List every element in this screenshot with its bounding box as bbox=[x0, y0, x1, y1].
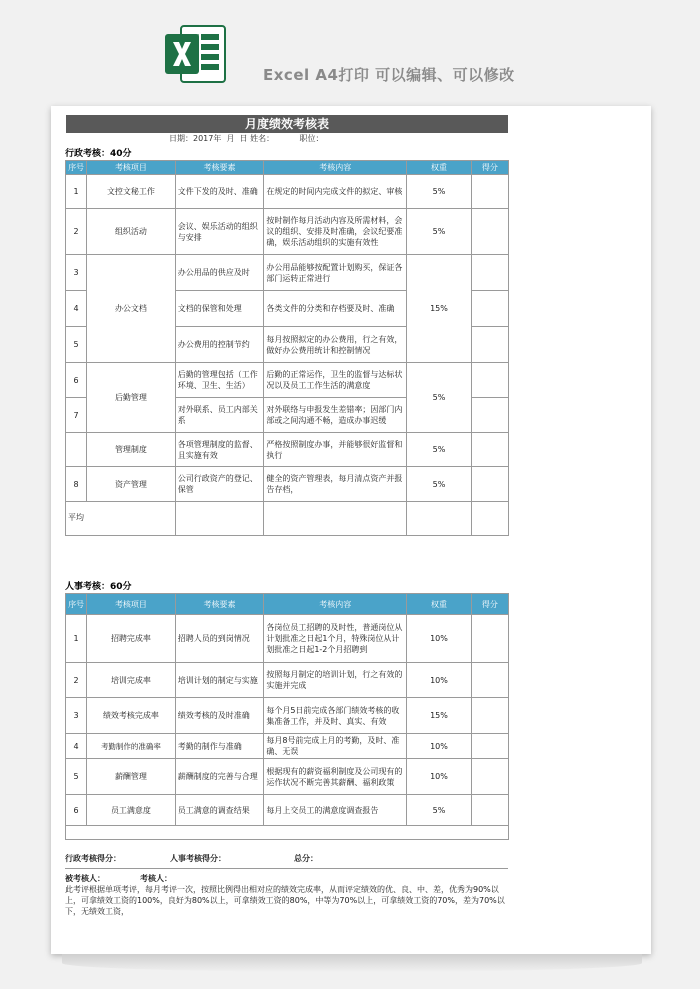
row-factor: 对外联系、员工内部关系 bbox=[175, 398, 264, 433]
row-score-cell[interactable] bbox=[471, 363, 508, 398]
admin-table bbox=[65, 160, 509, 536]
hr-table bbox=[65, 593, 509, 840]
row-score-cell[interactable] bbox=[471, 209, 508, 255]
row-score-cell[interactable] bbox=[471, 795, 508, 826]
row-item: 培训完成率 bbox=[87, 663, 176, 698]
row-score-cell[interactable] bbox=[471, 398, 508, 433]
row-no: 2 bbox=[66, 209, 87, 255]
row-factor: 薪酬制度的完善与合理 bbox=[175, 759, 264, 795]
row-no: 5 bbox=[66, 759, 87, 795]
average-blank bbox=[264, 502, 407, 536]
page-shadow bbox=[62, 954, 642, 972]
banner-caption: Excel A4打印 可以编辑、可以修改 bbox=[263, 66, 515, 84]
row-item: 考勤制作的准确率 bbox=[87, 734, 176, 759]
table-row bbox=[66, 698, 509, 734]
header-no: 序号 bbox=[66, 161, 87, 175]
row-item: 薪酬管理 bbox=[87, 759, 176, 795]
blank-cell bbox=[66, 826, 509, 840]
row-item: 组织活动 bbox=[87, 209, 176, 255]
row-weight: 5% bbox=[407, 795, 471, 826]
row-weight: 10% bbox=[407, 734, 471, 759]
row-no: 3 bbox=[66, 255, 87, 291]
total-score-label: 总分： bbox=[294, 854, 318, 863]
row-content: 各类文件的分类和存档要及时、准确 bbox=[264, 291, 407, 327]
row-item: 绩效考核完成率 bbox=[87, 698, 176, 734]
row-content: 每月上交员工的满意度调查报告 bbox=[264, 795, 407, 826]
row-item: 文控文秘工作 bbox=[87, 175, 176, 209]
row-score-cell[interactable] bbox=[471, 467, 508, 502]
row-weight: 10% bbox=[407, 615, 471, 663]
table-row bbox=[66, 363, 509, 398]
table-row bbox=[66, 663, 509, 698]
row-content: 对外联络与申报发生差错率；因部门内部或之间沟通不畅，造成办事迟缓 bbox=[264, 398, 407, 433]
row-content: 每个月5日前完成各部门绩效考核的收集准备工作，并及时、真实、有效 bbox=[264, 698, 407, 734]
row-no: 2 bbox=[66, 663, 87, 698]
row-factor: 绩效考核的及时准确 bbox=[175, 698, 264, 734]
header-content: 考核内容 bbox=[264, 594, 407, 615]
row-item: 办公文档 bbox=[87, 255, 176, 363]
row-factor: 文件下发的及时、准确 bbox=[175, 175, 264, 209]
average-blank bbox=[407, 502, 471, 536]
row-item: 后勤管理 bbox=[87, 363, 176, 433]
evaluation-note: 此考评根据单项考评，每月考评一次，按照比例得出相对应的绩效完成率，从而评定绩效的优、良、中、差，优秀为90%以上，可拿绩效工资的100%，良好为80%以上，可拿绩效工资的80%，中等为70%以上，可拿绩效工资的70%，差为70%以下，无绩效工资， bbox=[65, 885, 505, 916]
hr-section-title: 人事考核：60分 bbox=[65, 582, 132, 592]
row-content: 健全的资产管理表，每月清点资产并报告存档， bbox=[264, 467, 407, 502]
row-score-cell[interactable] bbox=[471, 327, 508, 363]
header-item: 考核项目 bbox=[87, 161, 176, 175]
row-no: 4 bbox=[66, 291, 87, 327]
hr-header-row bbox=[66, 594, 509, 615]
row-weight: 10% bbox=[407, 759, 471, 795]
sheet-title: 月度绩效考核表 bbox=[66, 115, 508, 133]
row-content: 根据现有的薪资福利制度及公司现有的运作状况不断完善其薪酬、福利政策 bbox=[264, 759, 407, 795]
row-factor: 办公用品的供应及时 bbox=[175, 255, 264, 291]
row-weight: 5% bbox=[407, 175, 471, 209]
table-row bbox=[66, 467, 509, 502]
row-content: 各岗位员工招聘的及时性，普通岗位从计划批准之日起1个月，特殊岗位从计划批准之日起1-2个月招聘到 bbox=[264, 615, 407, 663]
average-blank bbox=[175, 502, 264, 536]
row-weight: 15% bbox=[407, 698, 471, 734]
row-weight: 15% bbox=[407, 255, 471, 363]
table-row bbox=[66, 795, 509, 826]
row-factor: 公司行政资产的登记、保管 bbox=[175, 467, 264, 502]
row-score-cell[interactable] bbox=[471, 698, 508, 734]
assessor-label: 考核人： bbox=[140, 874, 172, 883]
row-weight: 5% bbox=[407, 433, 471, 467]
row-factor: 会议、娱乐活动的组织与安排 bbox=[175, 209, 264, 255]
date-name-position-line: 日期：2017年 月 日 姓名： 职位： bbox=[169, 134, 324, 143]
header-content: 考核内容 bbox=[264, 161, 407, 175]
row-content: 按时制作每月活动内容及所需材料，会议的组织、安排及时准确，会议纪要准确，娱乐活动组织的实施有效性 bbox=[264, 209, 407, 255]
admin-header-row bbox=[66, 161, 509, 175]
row-score-cell[interactable] bbox=[471, 255, 508, 291]
row-score-cell[interactable] bbox=[471, 433, 508, 467]
row-factor: 培训计划的制定与实施 bbox=[175, 663, 264, 698]
row-content: 办公用品能够按配置计划购买，保证各部门运转正常进行 bbox=[264, 255, 407, 291]
header-weight: 权重 bbox=[407, 594, 471, 615]
row-no: 1 bbox=[66, 175, 87, 209]
row-no: 7 bbox=[66, 398, 87, 433]
signature-row bbox=[65, 870, 508, 884]
average-label: 平均 bbox=[66, 502, 176, 536]
row-factor: 办公费用的控制节约 bbox=[175, 327, 264, 363]
table-row bbox=[66, 433, 509, 467]
average-score-cell[interactable] bbox=[471, 502, 508, 536]
header-factor: 考核要素 bbox=[175, 161, 264, 175]
row-weight: 5% bbox=[407, 467, 471, 502]
document-page bbox=[51, 106, 651, 954]
hr-blank-row bbox=[66, 826, 509, 840]
assessed-label: 被考核人： bbox=[65, 874, 105, 883]
row-score-cell[interactable] bbox=[471, 734, 508, 759]
row-content: 每月按照拟定的办公费用，行之有效，做好办公费用统计和控制情况 bbox=[264, 327, 407, 363]
row-no: 1 bbox=[66, 615, 87, 663]
row-content: 在规定的时间内完成文件的拟定、审核 bbox=[264, 175, 407, 209]
row-no: 6 bbox=[66, 795, 87, 826]
row-weight: 5% bbox=[407, 363, 471, 433]
top-banner bbox=[0, 0, 700, 105]
table-row bbox=[66, 734, 509, 759]
row-weight: 5% bbox=[407, 209, 471, 255]
row-item: 资产管理 bbox=[87, 467, 176, 502]
table-row bbox=[66, 759, 509, 795]
admin-score-label: 行政考核得分： bbox=[65, 854, 121, 863]
header-score: 得分 bbox=[471, 161, 508, 175]
table-row bbox=[66, 175, 509, 209]
header-item: 考核项目 bbox=[87, 594, 176, 615]
header-weight: 权重 bbox=[407, 161, 471, 175]
row-item: 员工满意度 bbox=[87, 795, 176, 826]
row-factor: 文档的保管和处理 bbox=[175, 291, 264, 327]
row-score-cell[interactable] bbox=[471, 759, 508, 795]
average-row bbox=[66, 502, 509, 536]
row-item: 管理制度 bbox=[87, 433, 176, 467]
row-factor: 招聘人员的到岗情况 bbox=[175, 615, 264, 663]
row-score-cell[interactable] bbox=[471, 663, 508, 698]
row-score-cell[interactable] bbox=[471, 175, 508, 209]
score-summary-row bbox=[65, 848, 508, 869]
row-score-cell[interactable] bbox=[471, 291, 508, 327]
row-no: 6 bbox=[66, 363, 87, 398]
row-item: 招聘完成率 bbox=[87, 615, 176, 663]
row-content: 每月8号前完成上月的考勤，及时、准确、无误 bbox=[264, 734, 407, 759]
row-content: 严格按照制度办事，并能够很好监督和执行 bbox=[264, 433, 407, 467]
excel-logo-icon bbox=[163, 22, 227, 86]
row-content: 后勤的正常运作，卫生的监督与达标状况以及员工工作生活的满意度 bbox=[264, 363, 407, 398]
row-no bbox=[66, 433, 87, 467]
row-factor: 考勤的制作与准确 bbox=[175, 734, 264, 759]
table-row bbox=[66, 255, 509, 291]
row-factor: 员工满意的调查结果 bbox=[175, 795, 264, 826]
row-factor: 后勤的管理包括（工作环境、卫生、生活） bbox=[175, 363, 264, 398]
row-content: 按照每月制定的培训计划，行之有效的实施并完成 bbox=[264, 663, 407, 698]
row-no: 4 bbox=[66, 734, 87, 759]
table-row bbox=[66, 615, 509, 663]
row-weight: 10% bbox=[407, 663, 471, 698]
row-no: 5 bbox=[66, 327, 87, 363]
admin-section-title: 行政考核：40分 bbox=[65, 149, 132, 159]
row-score-cell[interactable] bbox=[471, 615, 508, 663]
header-score: 得分 bbox=[471, 594, 508, 615]
header-no: 序号 bbox=[66, 594, 87, 615]
row-factor: 各项管理制度的监督、且实施有效 bbox=[175, 433, 264, 467]
table-row bbox=[66, 209, 509, 255]
header-factor: 考核要素 bbox=[175, 594, 264, 615]
hr-score-label: 人事考核得分： bbox=[170, 854, 226, 863]
row-no: 3 bbox=[66, 698, 87, 734]
row-no: 8 bbox=[66, 467, 87, 502]
